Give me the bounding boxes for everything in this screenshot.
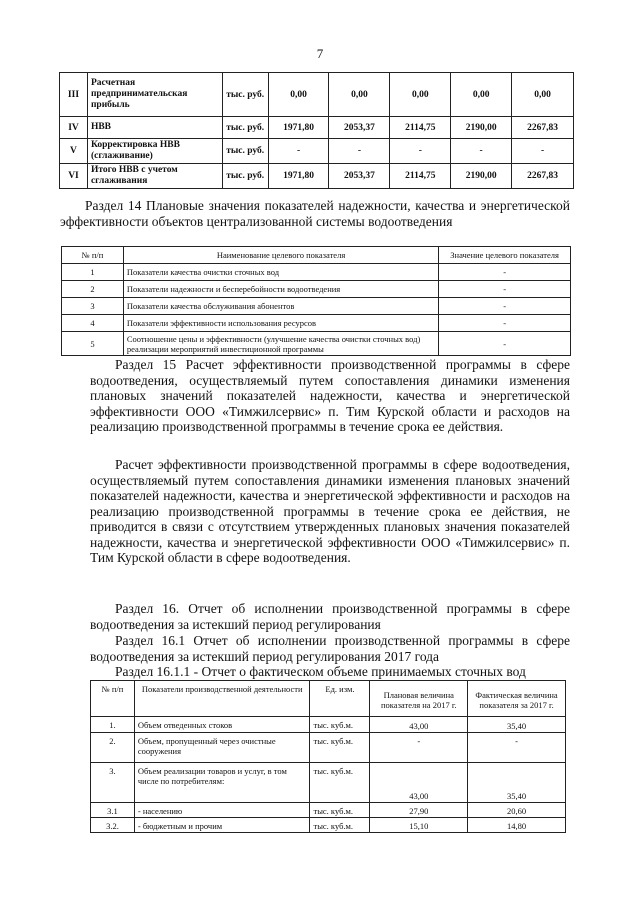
table-row: [62, 281, 571, 298]
row-value: -: [390, 139, 451, 164]
row-plan: 15,10: [370, 818, 468, 833]
table-row: [91, 733, 566, 763]
table-row: [91, 763, 566, 803]
row-name: Показатели эффективности использования ресурсов: [123, 315, 438, 332]
row-num: 4: [62, 315, 124, 332]
row-name: Объем отведенных стоков: [134, 717, 310, 733]
row-num: III: [60, 73, 88, 117]
row-unit: тыс. куб.м.: [310, 717, 370, 733]
header-name: Наименование целевого показателя: [123, 247, 438, 264]
row-num: 3.: [91, 763, 135, 803]
row-unit: тыс. руб.: [222, 139, 268, 164]
row-value: -: [439, 281, 571, 298]
row-value: 0,00: [268, 73, 329, 117]
header-num: № п/п: [91, 681, 135, 717]
row-value: 2114,75: [390, 117, 451, 139]
row-value: 2114,75: [390, 163, 451, 188]
row-fact: 20,60: [468, 803, 566, 818]
row-unit: тыс. руб.: [222, 117, 268, 139]
row-num: IV: [60, 117, 88, 139]
row-num: 1.: [91, 717, 135, 733]
row-name: Показатели качества обслуживания абонентов: [123, 298, 438, 315]
row-plan: 27,90: [370, 803, 468, 818]
header-num: № п/п: [62, 247, 124, 264]
row-name: Показатели качества очистки сточных вод: [123, 264, 438, 281]
row-num: 1: [62, 264, 124, 281]
row-num: V: [60, 139, 88, 164]
row-num: VI: [60, 163, 88, 188]
row-name: - населению: [134, 803, 310, 818]
row-label: Итого НВВ с учетом сглаживания: [87, 163, 222, 188]
section-14-title: Раздел 14 Плановые значения показателей надежности, качества и энергетической эффективности объектов централизованной системы водоотведения: [60, 198, 570, 229]
row-value: 2190,00: [451, 117, 512, 139]
row-value: -: [268, 139, 329, 164]
row-fact: -: [468, 733, 566, 763]
row-value: 2190,00: [451, 163, 512, 188]
row-value: 2267,83: [512, 117, 574, 139]
section-16-1-1-title: Раздел 16.1.1 - Отчет о фактическом объеме принимаемых сточных вод: [115, 664, 526, 679]
row-value: -: [439, 332, 571, 356]
row-value: 2267,83: [512, 163, 574, 188]
nvv-table: [59, 72, 574, 189]
row-value: -: [512, 139, 574, 164]
table-row: [91, 818, 566, 833]
row-label: Расчетная предпринимательская прибыль: [87, 73, 222, 117]
row-value: -: [329, 139, 390, 164]
row-num: 3.2.: [91, 818, 135, 833]
table-row: [91, 803, 566, 818]
row-unit: тыс. руб.: [222, 73, 268, 117]
table-header-row: [91, 681, 566, 717]
header-plan: Плановая величина показателя на 2017 г.: [370, 681, 468, 717]
row-name: - бюджетным и прочим: [134, 818, 310, 833]
row-value: 0,00: [329, 73, 390, 117]
row-value: -: [439, 264, 571, 281]
table-row: [62, 298, 571, 315]
row-unit: тыс. куб.м.: [310, 818, 370, 833]
row-name: Соотношение цены и эффективности (улучшение качества очистки сточных вод) реализации мероприятий инвестиционной программы: [123, 332, 438, 356]
table-row: [60, 163, 574, 188]
row-label: Корректировка НВВ (сглаживание): [87, 139, 222, 164]
row-plan: 43,00: [370, 717, 468, 733]
target-indicators-table: [61, 246, 571, 356]
table-row: [91, 717, 566, 733]
table-row: [60, 117, 574, 139]
header-indicator: Показатели производственной деятельности: [134, 681, 310, 717]
row-value: 0,00: [390, 73, 451, 117]
table-row: [62, 315, 571, 332]
row-value: -: [439, 298, 571, 315]
table-row: [62, 332, 571, 356]
row-fact: 35,40: [468, 763, 566, 803]
row-fact: 14,80: [468, 818, 566, 833]
row-value: 1971,80: [268, 163, 329, 188]
page-number: 7: [316, 46, 324, 61]
table-row: [62, 264, 571, 281]
row-unit: тыс. куб.м.: [310, 763, 370, 803]
row-value: -: [439, 315, 571, 332]
section-15-body: Расчет эффективности производственной программы в сфере водоотведения, осуществляемый путем сопоставления динамики изменения плановых значений показателей надежности, качества и энергетической эффективности и расходов на реализацию производственной программы в течение срока ее действия, не приводится в связи с отсутствием утвержденных плановых значения показателей надежности, качества и энергетической эффективности ООО «Тимжилсервис» п. Тим Курской области в сфере водоотведения.: [90, 457, 570, 565]
section-16-1-title: Раздел 16.1 Отчет об исполнении производственной программы в сфере водоотведения за истекший период регулирования 2017 года: [90, 633, 570, 664]
row-name: Объем реализации товаров и услуг, в том числе по потребителям:: [134, 763, 310, 803]
header-fact: Фактическая величина показателя за 2017 г.: [468, 681, 566, 717]
row-num: 3.1: [91, 803, 135, 818]
row-fact: 35,40: [468, 717, 566, 733]
table-header-row: [62, 247, 571, 264]
row-unit: тыс. куб.м.: [310, 733, 370, 763]
row-plan: 43,00: [370, 763, 468, 803]
row-num: 2.: [91, 733, 135, 763]
row-num: 5: [62, 332, 124, 356]
table-row: [60, 139, 574, 164]
section-16-title: Раздел 16. Отчет об исполнении производственной программы в сфере водоотведения за истекший период регулирования: [90, 601, 570, 632]
header-value: Значение целевого показателя: [439, 247, 571, 264]
row-value: 2053,37: [329, 117, 390, 139]
row-plan: -: [370, 733, 468, 763]
row-value: 1971,80: [268, 117, 329, 139]
row-value: 0,00: [451, 73, 512, 117]
row-value: -: [451, 139, 512, 164]
table-row: [60, 73, 574, 117]
wastewater-volume-table: [90, 680, 566, 833]
row-unit: тыс. руб.: [222, 163, 268, 188]
row-num: 2: [62, 281, 124, 298]
row-value: 0,00: [512, 73, 574, 117]
row-label: НВВ: [87, 117, 222, 139]
row-unit: тыс. куб.м.: [310, 803, 370, 818]
row-name: Объем, пропущенный через очистные сооружения: [134, 733, 310, 763]
row-value: 2053,37: [329, 163, 390, 188]
row-name: Показатели надежности и бесперебойности водоотведения: [123, 281, 438, 298]
section-15-title: Раздел 15 Расчет эффективности производственной программы в сфере водоотведения, осуществляемый путем сопоставления динамики изменения плановых значений показателей надежности, качества и энергетической эффективности ООО «Тимжилсервис» п. Тим Курской области и расходов на реализацию производственной программы в течение срока ее действия.: [90, 357, 570, 434]
row-num: 3: [62, 298, 124, 315]
header-unit: Ед. изм.: [310, 681, 370, 717]
